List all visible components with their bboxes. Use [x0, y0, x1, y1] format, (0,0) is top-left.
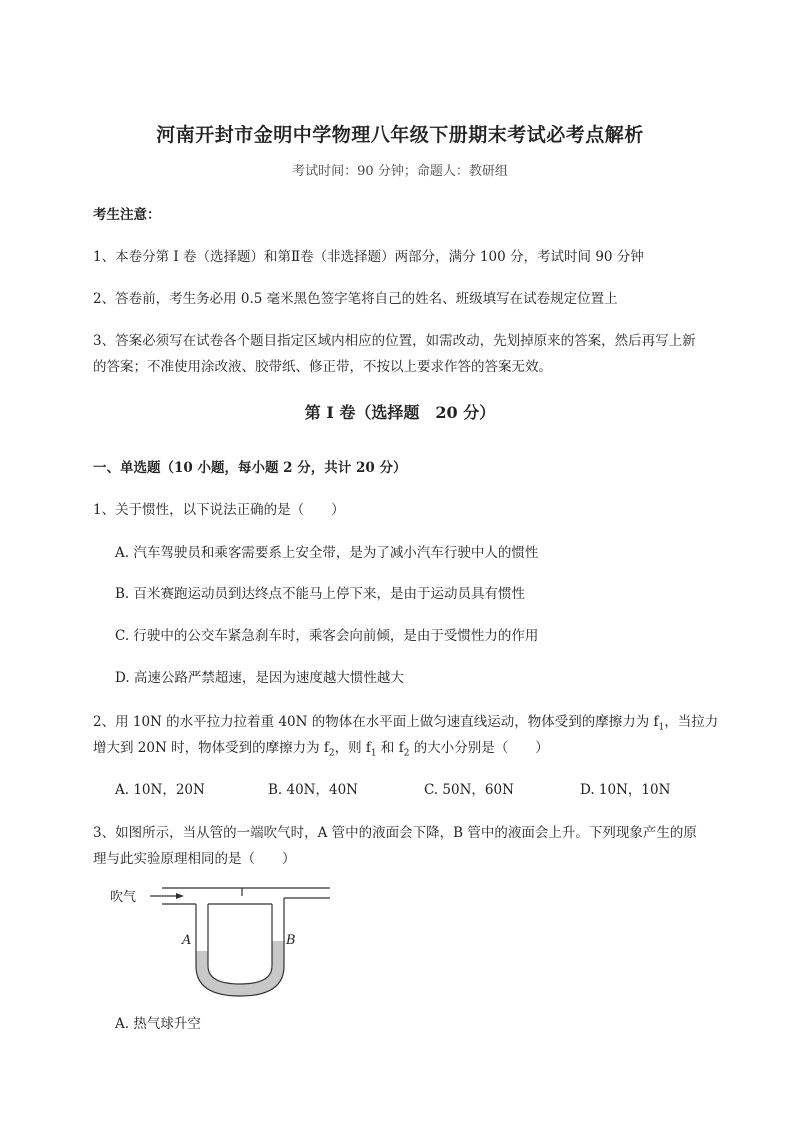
notice-item-1: 1、本卷分第 I 卷（选择题）和第Ⅱ卷（非选择题）两部分，满分 100 分，考试时间 90 分钟 — [93, 249, 644, 265]
label-b: B — [286, 933, 296, 948]
q2-stem-line1: 2、用 10N 的水平拉力拉着重 40N 的物体在水平面上做匀速直线运动，物体受到的摩擦力为 $f_1$，当拉力 — [93, 714, 719, 733]
notice-item-3: 3、答案必须写在试卷各个题目指定区域内相应的位置，如需改动，先划掉原来的答案，然后再写上新 — [93, 333, 696, 349]
u-tube-inner — [208, 904, 272, 984]
q3-option-a[interactable]: A. 热气球升空 — [115, 1016, 201, 1032]
q2-option-a[interactable]: A. 10N，20N — [115, 782, 205, 798]
notice-item-3-cont: 的答案；不准使用涂改液、胶带纸、修正带，不按以上要求作答的答案无效。 — [93, 359, 552, 375]
part-heading: 一、单选题（10 小题，每小题 2 分，共计 20 分） — [93, 460, 407, 476]
blow-label: 吹气 — [110, 890, 137, 905]
q3-stem-line1: 3、如图所示，当从管的一端吹气时，A 管中的液面会下降，B 管中的液面会上升。下列现象产生的原 — [93, 825, 697, 841]
notice-heading: 考生注意： — [93, 207, 161, 223]
exam-info: 考试时间：90 分钟；命题人：教研组 — [292, 164, 508, 179]
page-title: 河南开封市金明中学物理八年级下册期末考试必考点解析 — [156, 124, 644, 146]
label-a: A — [182, 933, 192, 948]
q2-option-d[interactable]: D. 10N，10N — [580, 782, 671, 798]
q2-option-b[interactable]: B. 40N，40N — [268, 782, 358, 798]
q2-option-c[interactable]: C. 50N，60N — [424, 782, 514, 798]
u-tube-figure — [100, 878, 340, 998]
blow-arrow-head — [176, 893, 184, 899]
liquid-fill — [196, 941, 284, 996]
q1-option-b[interactable]: B. 百米赛跑运动员到达终点不能马上停下来，是由于运动员具有惯性 — [115, 586, 526, 602]
q1-option-c[interactable]: C. 行驶中的公交车紧急刹车时，乘客会向前倾，是由于受惯性力的作用 — [115, 628, 539, 644]
q2-stem-line2: 增大到 20N 时，物体受到的摩擦力为 $f_2$，则 $f_1$ 和 $f_2$ 的大小分别是（ ） — [93, 740, 549, 759]
q1-stem: 1、关于惯性，以下说法正确的是（ ） — [93, 502, 345, 518]
q1-option-d[interactable]: D. 高速公路严禁超速，是因为速度越大惯性越大 — [115, 670, 404, 686]
q3-stem-line2: 理与此实验原理相同的是（ ） — [93, 851, 296, 867]
section-title: 第 I 卷（选择题 20 分） — [304, 403, 496, 422]
q1-option-a[interactable]: A. 汽车驾驶员和乘客需要系上安全带，是为了减小汽车行驶中人的惯性 — [115, 545, 539, 561]
notice-item-2: 2、答卷前，考生务必用 0.5 毫米黑色签字笔将自己的姓名、班级填写在试卷规定位置上 — [93, 291, 618, 307]
